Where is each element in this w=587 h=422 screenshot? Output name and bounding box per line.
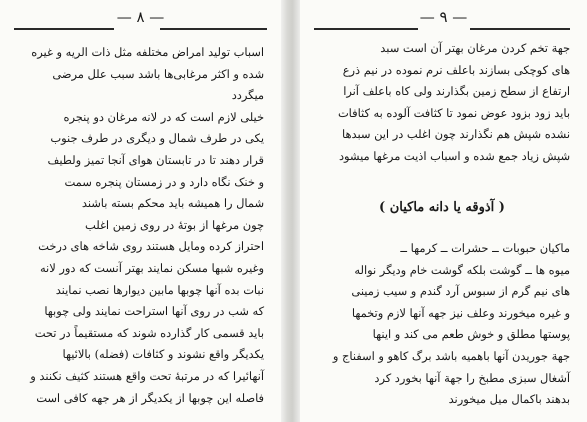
text-line: یکدیگر واقع نشوند و کثافات (فضله) بالائیها <box>62 347 264 362</box>
text-line: آشغال سبزی مطبخ را جهة آنها بخورد کرد <box>374 370 570 385</box>
book-gutter <box>281 0 300 422</box>
page-text <box>14 42 264 409</box>
text-line: آنهائیرا که در مرتبهٔ تحت واقع هستند کثیف نکنند و <box>30 368 264 383</box>
text-line: و غیره میخورند وعلف نیز جهه آنها لازم وتخمها <box>351 305 570 320</box>
text-line: جهة تخم کردن مرغان بهتر آن است سبد <box>380 41 570 55</box>
header-rule-right <box>14 28 114 30</box>
text-line: میوه ها ــ گوشت بلکه گوشت خام ودیگر نواله <box>354 262 570 277</box>
text-line: شمال را همیشه باید محکم بسته باشند <box>81 196 264 211</box>
text-line: باید قسمی کار گذارده شوند که مستقیماً در تحت <box>34 325 264 340</box>
text-line: احتراز کرده ومایل هستند روی شاخه های درخت <box>38 239 264 254</box>
header-rule-left <box>470 28 570 30</box>
page-text <box>314 238 570 411</box>
right-page <box>300 0 587 422</box>
text-line: شده و اکثر مرغابی‌ها باشد سبب علل مرضی <box>52 66 264 81</box>
text-line: خیلی لازم است که در لانه مرغان دو پنجره <box>63 109 264 124</box>
text-line: بدهند باکمال میل میخورند <box>448 392 570 407</box>
text-line: های کوچکی بسازند باعلف نرم نموده در نیم ذرع <box>342 62 570 77</box>
text-line: نبات بده آنها چوبها مابین دیوارها نصب نمایند <box>55 282 264 297</box>
page-text <box>314 38 570 168</box>
section-heading: ( آذوقه یا دانه ماکیان ) <box>379 200 505 215</box>
text-line: پوستها مطلق و خوش طعم می کند و اینها <box>372 327 570 342</box>
text-line: شپش زیاد جمع شده و اسباب اذیت مرغها میشود <box>338 148 570 163</box>
text-line: قرار دهند تا در تابستان هوای آنجا تمیز ولطیف <box>47 152 264 167</box>
text-line: ارتفاع از سطح زمین بگذارند ولی کاه باعلف آنرا <box>343 84 570 99</box>
text-line: ماکیان حبوبات ــ حشرات ــ کرمها ــ <box>400 241 570 255</box>
text-line: جهة جوریدن آنها باهمیه باشد برگ کاهو و اسفناج و <box>332 348 570 363</box>
text-line: اسباب تولید امراض مختلفه مثل ذات الریه و غیره <box>31 45 264 59</box>
text-line: فاصله این چوبها از یکدیگر از هر جهه کافی است <box>36 390 264 405</box>
text-line: یکی در طرف شمال و دیگری در طرف جنوب <box>50 131 264 146</box>
page-number: — ۸ — <box>116 8 165 26</box>
header-rule-left <box>160 28 267 30</box>
page-number: — ۹ — <box>419 8 468 26</box>
text-line: نشده شپش هم نگذارند چون اغلب در این سبدها <box>342 127 570 142</box>
text-line: و خنک نگاه دارد و در زمستان پنجره سمت <box>64 174 264 189</box>
text-line: میگردد <box>231 88 264 103</box>
text-line: باید زود بزود عوض نمود تا کثافت آلوده به کثافات <box>337 105 570 120</box>
text-line: که شب در روی آنها استراحت نمایند ولی چوبها <box>44 304 264 319</box>
text-line: های نیم گرم از سبوس آرد گندم و سیب زمینی <box>351 284 570 299</box>
left-page <box>0 0 281 422</box>
text-line: چون مرغها از بوتهٔ در روی زمین اغلب <box>85 217 264 232</box>
text-line: وغیره شبها مسکن نمایند بهتر آنست که دور لانه <box>39 260 264 275</box>
header-rule-right <box>314 28 418 30</box>
